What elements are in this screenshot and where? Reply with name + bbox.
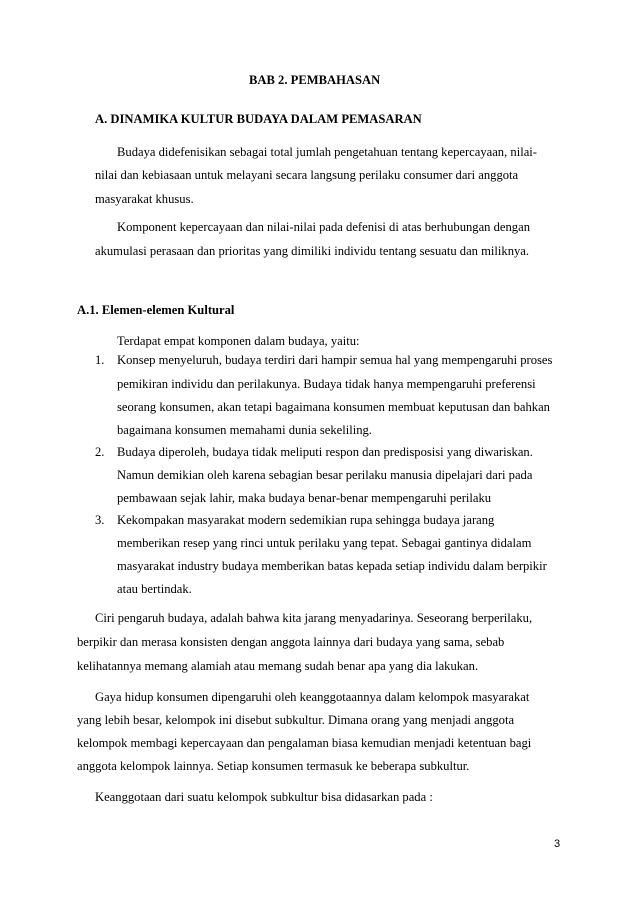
list-item-line: Kekompakan masyarakat modern sedemikian rupa sehingga budaya jarang (117, 513, 495, 527)
section-a-paragraph-1-line: nilai dan kebiasaan untuk melayani secara langsung perilaku consumer dari anggota (95, 168, 519, 182)
body-paragraph-line: anggota kelompok lainnya. Setiap konsumen termasuk ke beberapa subkultur. (77, 759, 470, 773)
list-item-line: Namun demikian oleh karena sebagian besar perilaku manusia dipelajari dari pada (117, 468, 533, 482)
list-item-line: atau bertindak. (117, 582, 192, 596)
section-a-paragraph-1-line: Budaya didefenisikan sebagai total jumlah pengetahuan tentang kepercayaan, nilai- (117, 145, 537, 159)
list-item-number: 3. (95, 513, 105, 527)
body-paragraph-line: yang lebih besar, kelompok ini disebut subkultur. Dimana orang yang menjadi anggota (77, 713, 515, 727)
list-item-line: bagaimana konsumen memahami dunia sekeliling. (117, 423, 372, 437)
body-paragraph-line: Keanggotaan dari suatu kelompok subkultur bisa didasarkan pada : (95, 790, 433, 804)
list-item-line: masyarakat industry budaya memberikan batas kepada setiap individu dalam berpikir (117, 559, 547, 573)
body-paragraph-line: Gaya hidup konsumen dipengaruhi oleh keanggotaannya dalam kelompok masyarakat (95, 690, 530, 704)
page-number: 3 (554, 838, 561, 850)
section-a-paragraph-2-line: Komponent kepercayaan dan nilai-nilai pada defenisi di atas berhubungan dengan (117, 220, 530, 234)
body-paragraph-line: berpikir dan merasa konsisten dengan anggota lainnya dari budaya yang sama, sebab (77, 635, 505, 649)
list-item-line: pemikiran individu dan perilakunya. Budaya tidak hanya mempengaruhi preferensi (117, 377, 536, 391)
chapter-title: BAB 2. PEMBAHASAN (249, 73, 381, 87)
section-a1-heading: A.1. Elemen-elemen Kultural (77, 303, 235, 317)
list-item-line: seorang konsumen, akan tetapi bagaimana konsumen membuat keputusan dan bahkan (117, 400, 550, 414)
section-a-paragraph-1-line: masyarakat khusus. (95, 192, 194, 206)
section-a-heading: A. DINAMIKA KULTUR BUDAYA DALAM PEMASARAN (95, 112, 422, 126)
list-item-line: pembawaan sejak lahir, maka budaya benar-benar mempengaruhi perilaku (117, 491, 492, 505)
list-item-line: Budaya diperoleh, budaya tidak meliputi respon dan predisposisi yang diwariskan. (117, 445, 533, 459)
list-item-number: 1. (95, 353, 105, 367)
body-paragraph-line: Ciri pengaruh budaya, adalah bahwa kita jarang menyadarinya. Seseorang berperilaku, (95, 611, 533, 625)
section-a-paragraph-2-line: akumulasi perasaan dan prioritas yang dimiliki individu tentang sesuatu dan miliknya. (95, 244, 530, 258)
list-item-line: memberikan resep yang rinci untuk perilaku yang tepat. Sebagai gantinya didalam (117, 536, 532, 550)
list-item-number: 2. (95, 445, 105, 459)
list-item-line: Konsep menyeluruh, budaya terdiri dari hampir semua hal yang mempengaruhi proses (117, 353, 553, 367)
body-paragraph-line: kelompok membagi kepercayaan dan pengalaman biasa kemudian menjadi ketentuan bagi (77, 736, 532, 750)
section-a1-intro: Terdapat empat komponen dalam budaya, yaitu: (117, 334, 360, 348)
body-paragraph-line: kelihatannya memang alamiah atau memang sudah benar apa yang dia lakukan. (77, 659, 479, 673)
